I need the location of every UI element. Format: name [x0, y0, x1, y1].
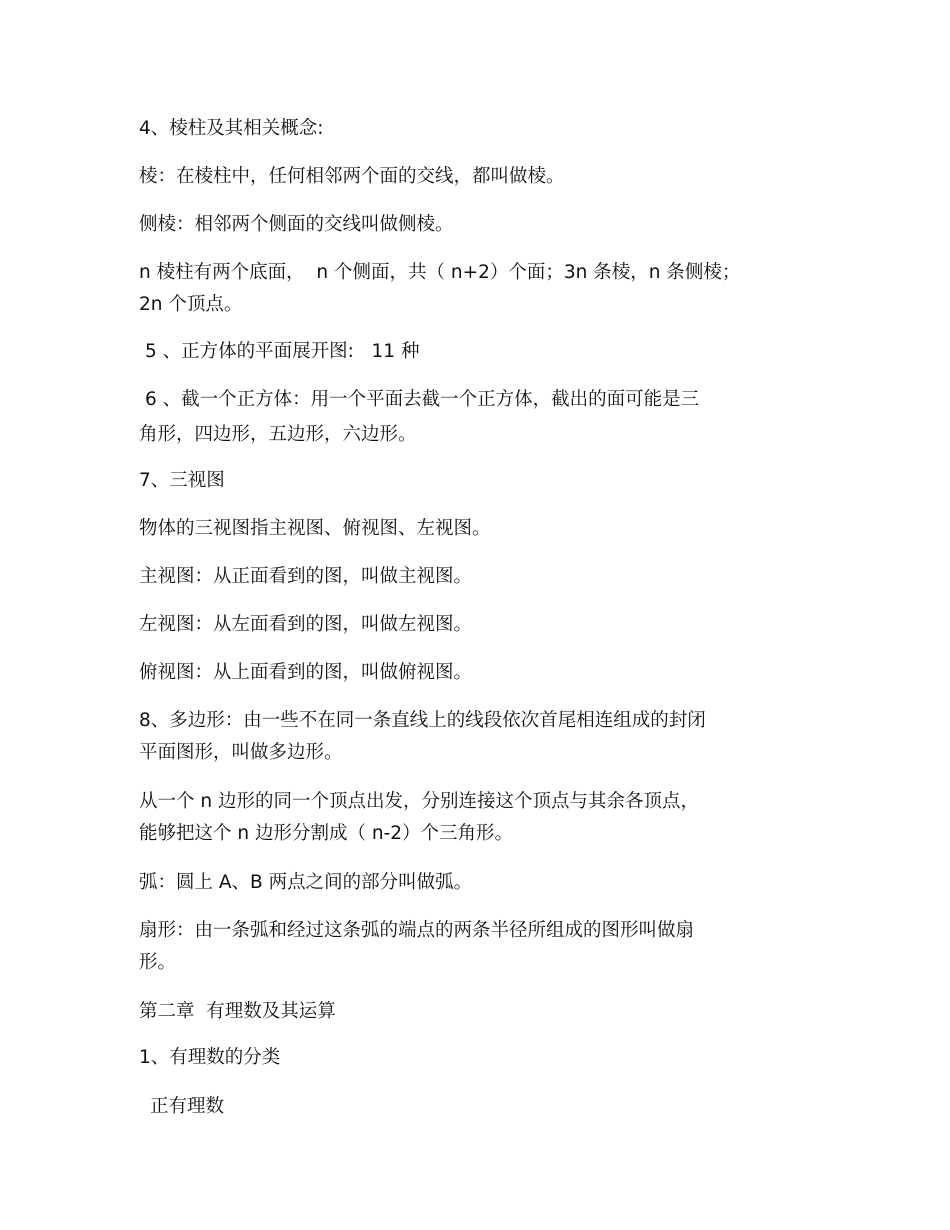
paragraph-positive-rational: 正有理数: [150, 1096, 225, 1117]
paragraph-cube-section-line1: 6 、截一个正方体：用一个平面去截一个正方体，截出的面可能是三: [145, 389, 700, 410]
heading-rational-classification: 1、有理数的分类: [139, 1047, 281, 1068]
heading-three-views: 7、三视图: [139, 470, 225, 491]
paragraph-arc: 弧：圆上 A、B 两点之间的部分叫做弧。: [139, 872, 473, 893]
paragraph-left-view: 左视图：从左面看到的图，叫做左视图。: [139, 614, 473, 635]
heading-cube-nets: 5 、正方体的平面展开图: 11 种: [145, 341, 420, 362]
paragraph-sector-line2: 形。: [139, 952, 177, 973]
heading-polygon-line1: 8、多边形：由一些不在同一条直线上的线段依次首尾相连组成的封闭: [139, 710, 706, 731]
paragraph-front-view: 主视图：从正面看到的图，叫做主视图。: [139, 566, 473, 587]
paragraph-top-view: 俯视图：从上面看到的图，叫做俯视图。: [139, 662, 473, 683]
paragraph-edge-definition: 棱：在棱柱中，任何相邻两个面的交线，都叫做棱。: [139, 166, 565, 187]
paragraph-sector-line1: 扇形：由一条弧和经过这条弧的端点的两条半径所组成的图形叫做扇: [139, 920, 695, 941]
paragraph-lateral-edge: 侧棱：相邻两个侧面的交线叫做侧棱。: [139, 214, 454, 235]
paragraph-polygon-division-line2: 能够把这个 n 边形分割成（ n-2）个三角形。: [139, 823, 514, 844]
paragraph-n-prism-line2: 2n 个顶点。: [139, 294, 243, 315]
paragraph-polygon-division-line1: 从一个 n 边形的同一个顶点出发，分别连接这个顶点与其余各顶点，: [139, 791, 699, 812]
heading-polygon-line2: 平面图形，叫做多边形。: [139, 742, 343, 763]
heading-prism-concepts: 4、棱柱及其相关概念:: [139, 118, 324, 139]
chapter-title: 第二章 有理数及其运算: [139, 1001, 336, 1022]
paragraph-three-views-def: 物体的三视图指主视图、俯视图、左视图。: [139, 518, 491, 539]
paragraph-n-prism-line1: n 棱柱有两个底面， n 个侧面，共（ n+2）个面；3n 条棱，n 条侧棱；: [139, 262, 741, 283]
paragraph-cube-section-line2: 角形，四边形，五边形，六边形。: [139, 424, 417, 445]
